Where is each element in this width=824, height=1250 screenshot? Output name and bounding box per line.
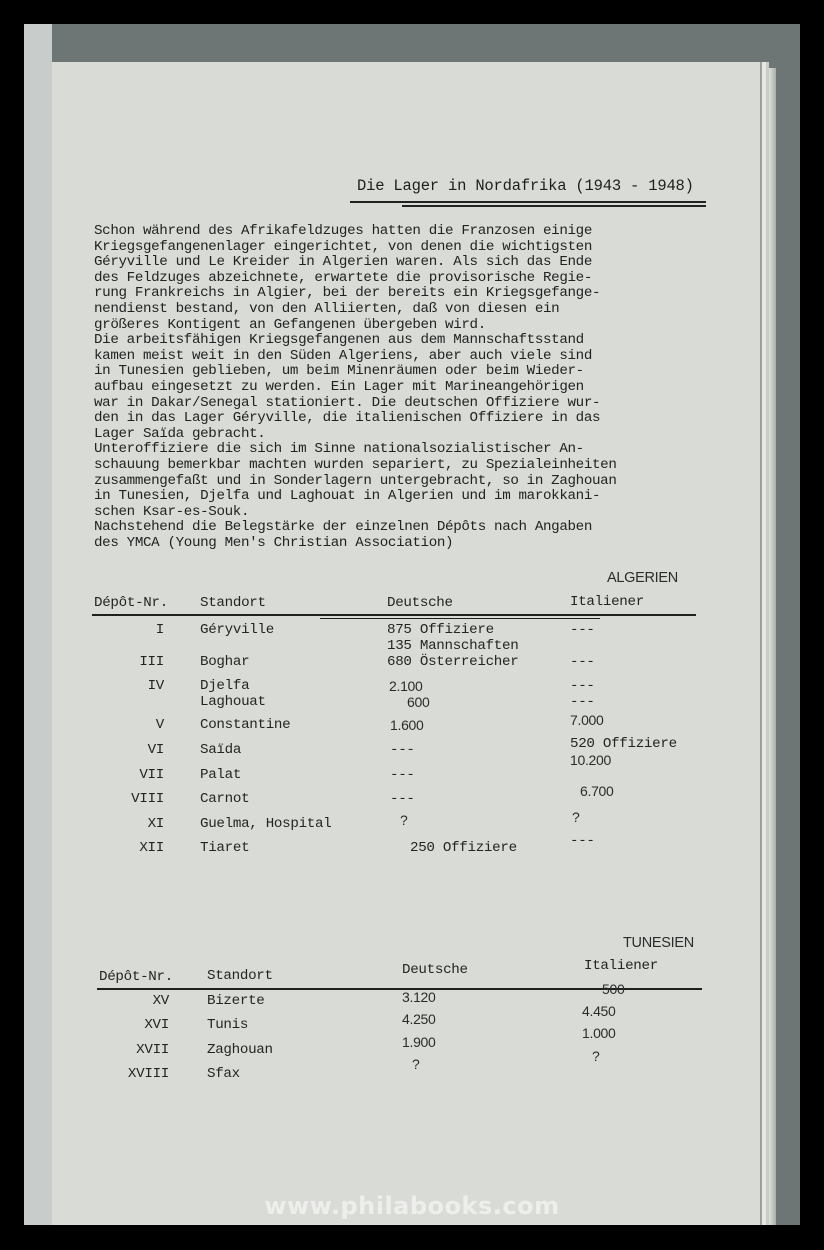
body-line: zusammengefaßt und in Sonderlagern untergebracht, so in Zaghouan: [94, 472, 617, 489]
italiener-cell: 4.450: [582, 1003, 616, 1019]
body-line: den in das Lager Géryville, die italienischen Offiziere in das: [94, 410, 601, 427]
standort-cell: Guelma, Hospital: [200, 816, 332, 832]
deutsche-cell: 250 Offiziere: [410, 840, 517, 856]
watermark-text: www.philabooks.com: [264, 1192, 560, 1220]
depot-number: XI: [147, 816, 164, 832]
depot-number: V: [155, 717, 164, 733]
body-line: aufbau eingesetzt zu werden. Ein Lager mit Marineangehörigen: [94, 379, 584, 395]
italiener-cell: ---: [570, 678, 595, 694]
standort-cell: Saïda: [200, 742, 242, 758]
deutsche-cell: ---: [390, 791, 415, 807]
body-line: Nachstehend die Belegstärke der einzelnen Dépôts nach Angaben: [94, 519, 592, 536]
standort-cell: Tunis: [207, 1017, 249, 1033]
deutsche-cell: 600: [407, 694, 430, 710]
deutsche-cell: 1.600: [390, 717, 424, 733]
deutsche-cell: 875 Offiziere: [387, 622, 494, 638]
deutsche-cell: 1.900: [402, 1034, 436, 1050]
depot-number: III: [139, 654, 164, 670]
header-deutsche-tunesien: Deutsche: [402, 962, 468, 978]
italiener-cell: ?: [592, 1048, 600, 1064]
deutsche-cell: ?: [400, 812, 408, 828]
body-line: in Tunesien geblieben, um beim Minenräumen oder beim Wieder-: [94, 363, 584, 380]
deutsche-cell: ?: [412, 1056, 420, 1072]
header-italiener-tunesien: Italiener: [584, 958, 658, 974]
deutsche-cell: 3.120: [402, 989, 436, 1005]
deutsche-cell: 2.100: [389, 678, 423, 694]
body-line: nendienst bestand, von den Alliierten, daß von diesen ein: [94, 301, 560, 317]
standort-cell: Zaghouan: [207, 1042, 273, 1058]
region-label-algerien: ALGERIEN: [607, 570, 678, 586]
body-line: Lager Saïda gebracht.: [94, 425, 266, 442]
depot-number: XV: [152, 993, 169, 1009]
depot-number: VI: [147, 742, 164, 758]
standort-cell: Constantine: [200, 717, 291, 733]
table-header-rule: [92, 614, 696, 616]
depot-number: XVIII: [127, 1066, 169, 1082]
deutsche-cell: 135 Mannschaften: [387, 638, 519, 654]
left-page-edge: [24, 24, 52, 1225]
standort-cell: Sfax: [207, 1066, 240, 1082]
body-line: Géryville und Le Kreider in Algerien waren. Als sich das Ende: [94, 254, 592, 271]
body-line: größeres Kontigent an Gefangenen übergeben wird.: [94, 316, 486, 333]
depot-number: XVII: [136, 1042, 169, 1058]
header-depot-tunesien: Dépôt-Nr.: [99, 969, 173, 985]
header-underline-second: [402, 205, 706, 207]
italiener-cell: ---: [570, 622, 595, 638]
italiener-cell: ---: [570, 654, 595, 670]
header-deutsche: Deutsche: [387, 595, 453, 611]
body-line: in Tunesien, Djelfa und Laghouat in Algerien und im marokkani-: [94, 488, 601, 505]
depot-number: IV: [147, 678, 164, 694]
depot-number: XVI: [144, 1017, 169, 1033]
depot-number: VII: [139, 767, 164, 783]
depot-number: I: [155, 622, 164, 638]
italiener-cell: ?: [572, 809, 580, 825]
header-standort-tunesien: Standort: [207, 968, 273, 984]
page-stack-edge: [762, 68, 776, 1225]
document-page: [52, 62, 760, 1225]
body-line: des Feldzuges abzeichnete, erwartete die provisorische Regie-: [94, 269, 592, 286]
standort-cell: Boghar: [200, 654, 250, 670]
italiener-cell: ---: [570, 833, 595, 849]
italiener-cell: 500: [602, 981, 625, 997]
body-line: war in Dakar/Senegal stationiert. Die deutschen Offiziere wur-: [94, 394, 601, 411]
italiener-cell: 7.000: [570, 712, 604, 728]
body-line: kamen meist weit in den Süden Algeriens, aber auch viele sind: [94, 347, 592, 364]
body-line: schen Ksar-es-Souk.: [94, 503, 250, 520]
depot-number: XII: [139, 840, 164, 856]
body-line: des YMCA (Young Men's Christian Association): [94, 535, 454, 551]
header-standort: Standort: [200, 595, 266, 611]
italiener-cell: ---: [570, 694, 595, 710]
body-line: rung Frankreichs in Algier, bei der bereits ein Kriegsgefange-: [94, 285, 601, 302]
deutsche-cell: 680 Österreicher: [387, 654, 519, 670]
body-line: Kriegsgefangenenlager eingerichtet, von denen die wichtigsten: [94, 238, 592, 255]
italiener-cell: 10.200: [570, 752, 612, 768]
body-line: Die arbeitsfähigen Kriegsgefangenen aus dem Mannschaftsstand: [94, 332, 584, 349]
body-line: schauung bemerkbar machten wurden separiert, zu Spezialeinheiten: [94, 457, 617, 473]
page-header-title: Die Lager in Nordafrika (1943 - 1948): [357, 177, 694, 195]
header-underline: [350, 201, 706, 203]
deutsche-cell: ---: [390, 742, 415, 758]
region-label-tunesien: TUNESIEN: [623, 935, 694, 951]
header-italiener: Italiener: [570, 594, 644, 610]
deutsche-cell: 4.250: [402, 1011, 436, 1027]
body-line: Unteroffiziere die sich im Sinne nationalsozialistischer An-: [94, 441, 584, 458]
standort-cell: Tiaret: [200, 840, 250, 856]
italiener-cell: 6.700: [580, 783, 614, 799]
standort-cell: Palat: [200, 767, 242, 783]
standort-cell: Géryville: [200, 622, 274, 638]
standort-cell: Laghouat: [200, 694, 266, 710]
deutsche-cell: ---: [390, 767, 415, 783]
table-header-rule-second: [320, 618, 600, 619]
italiener-cell: 520 Offiziere: [570, 736, 677, 752]
standort-cell: Djelfa: [200, 678, 250, 694]
standort-cell: Bizerte: [207, 993, 265, 1009]
standort-cell: Carnot: [200, 791, 250, 807]
depot-number: VIII: [131, 791, 164, 807]
italiener-cell: 1.000: [582, 1025, 616, 1041]
body-line: Schon während des Afrikafeldzuges hatten die Franzosen einige: [94, 223, 592, 239]
header-depot: Dépôt-Nr.: [94, 595, 168, 611]
photo-frame: [24, 24, 800, 1225]
